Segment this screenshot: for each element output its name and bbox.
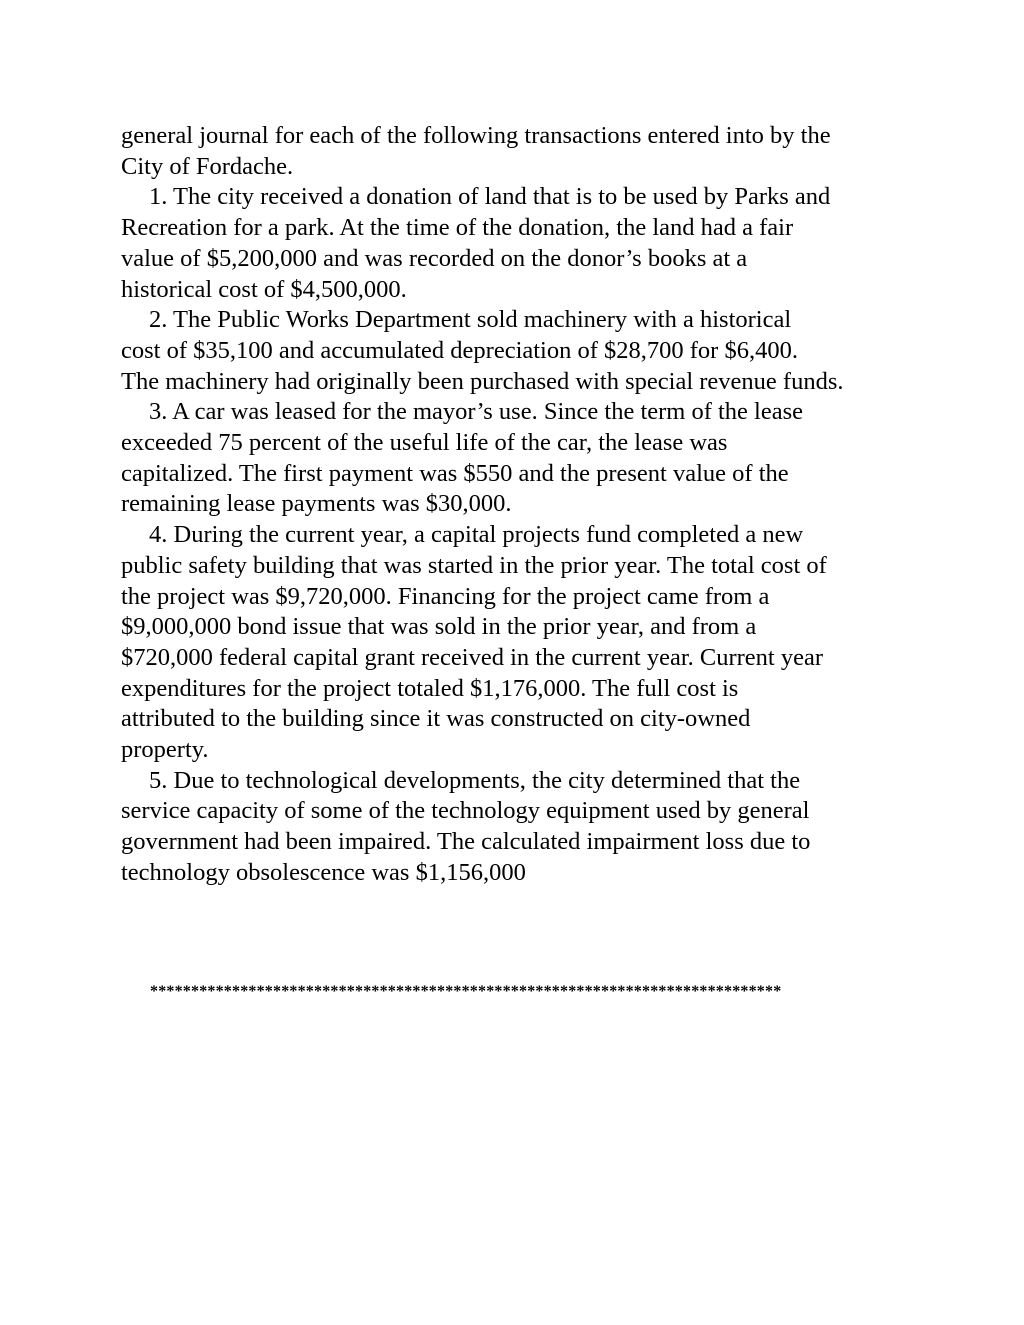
text-line: property.: [121, 736, 209, 764]
text-line: City of Fordache.: [121, 152, 294, 180]
text-line: exceeded 75 percent of the useful life of the car, the lease was: [121, 429, 728, 457]
text-line: historical cost of $4,500,000.: [121, 275, 407, 303]
text-line: Recreation for a park. At the time of the donation, the land had a fair: [121, 214, 794, 242]
text-line: the project was $9,720,000. Financing for the project came from a: [121, 582, 770, 610]
text-line: capitalized. The first payment was $550 and the present value of the: [121, 459, 789, 487]
text-line: value of $5,200,000 and was recorded on the donor’s books at a: [121, 244, 748, 272]
document-body: [121, 121, 921, 889]
paragraph-start-line: 3. A car was leased for the mayor’s use. Since the term of the lease: [149, 398, 804, 426]
text-line: attributed to the building since it was constructed on city-owned: [121, 705, 751, 733]
paragraph-start-line: 5. Due to technological developments, the city determined that the: [149, 766, 801, 794]
paragraph-start-line: 1. The city received a donation of land that is to be used by Parks and: [149, 183, 831, 211]
text-line: cost of $35,100 and accumulated depreciation of $28,700 for $6,400.: [121, 336, 798, 364]
asterisk-separator: *****************************************************************************: [150, 983, 782, 1000]
text-line: general journal for each of the following transactions entered into by the: [121, 122, 831, 149]
text-line: service capacity of some of the technology equipment used by general: [121, 797, 810, 825]
text-line: technology obsolescence was $1,156,000: [121, 858, 526, 886]
text-line: expenditures for the project totaled $1,176,000. The full cost is: [121, 674, 739, 702]
text-line: remaining lease payments was $30,000.: [121, 490, 512, 518]
paragraph-start-line: 2. The Public Works Department sold machinery with a historical: [149, 306, 792, 334]
text-line: $9,000,000 bond issue that was sold in the prior year, and from a: [121, 613, 757, 641]
text-line: government had been impaired. The calculated impairment loss due to: [121, 828, 811, 856]
text-line: $720,000 federal capital grant received in the current year. Current year: [121, 643, 824, 671]
text-line: public safety building that was started in the prior year. The total cost of: [121, 551, 827, 579]
text-line: The machinery had originally been purchased with special revenue funds.: [121, 367, 844, 395]
paragraph-start-line: 4. During the current year, a capital projects fund completed a new: [149, 521, 804, 549]
